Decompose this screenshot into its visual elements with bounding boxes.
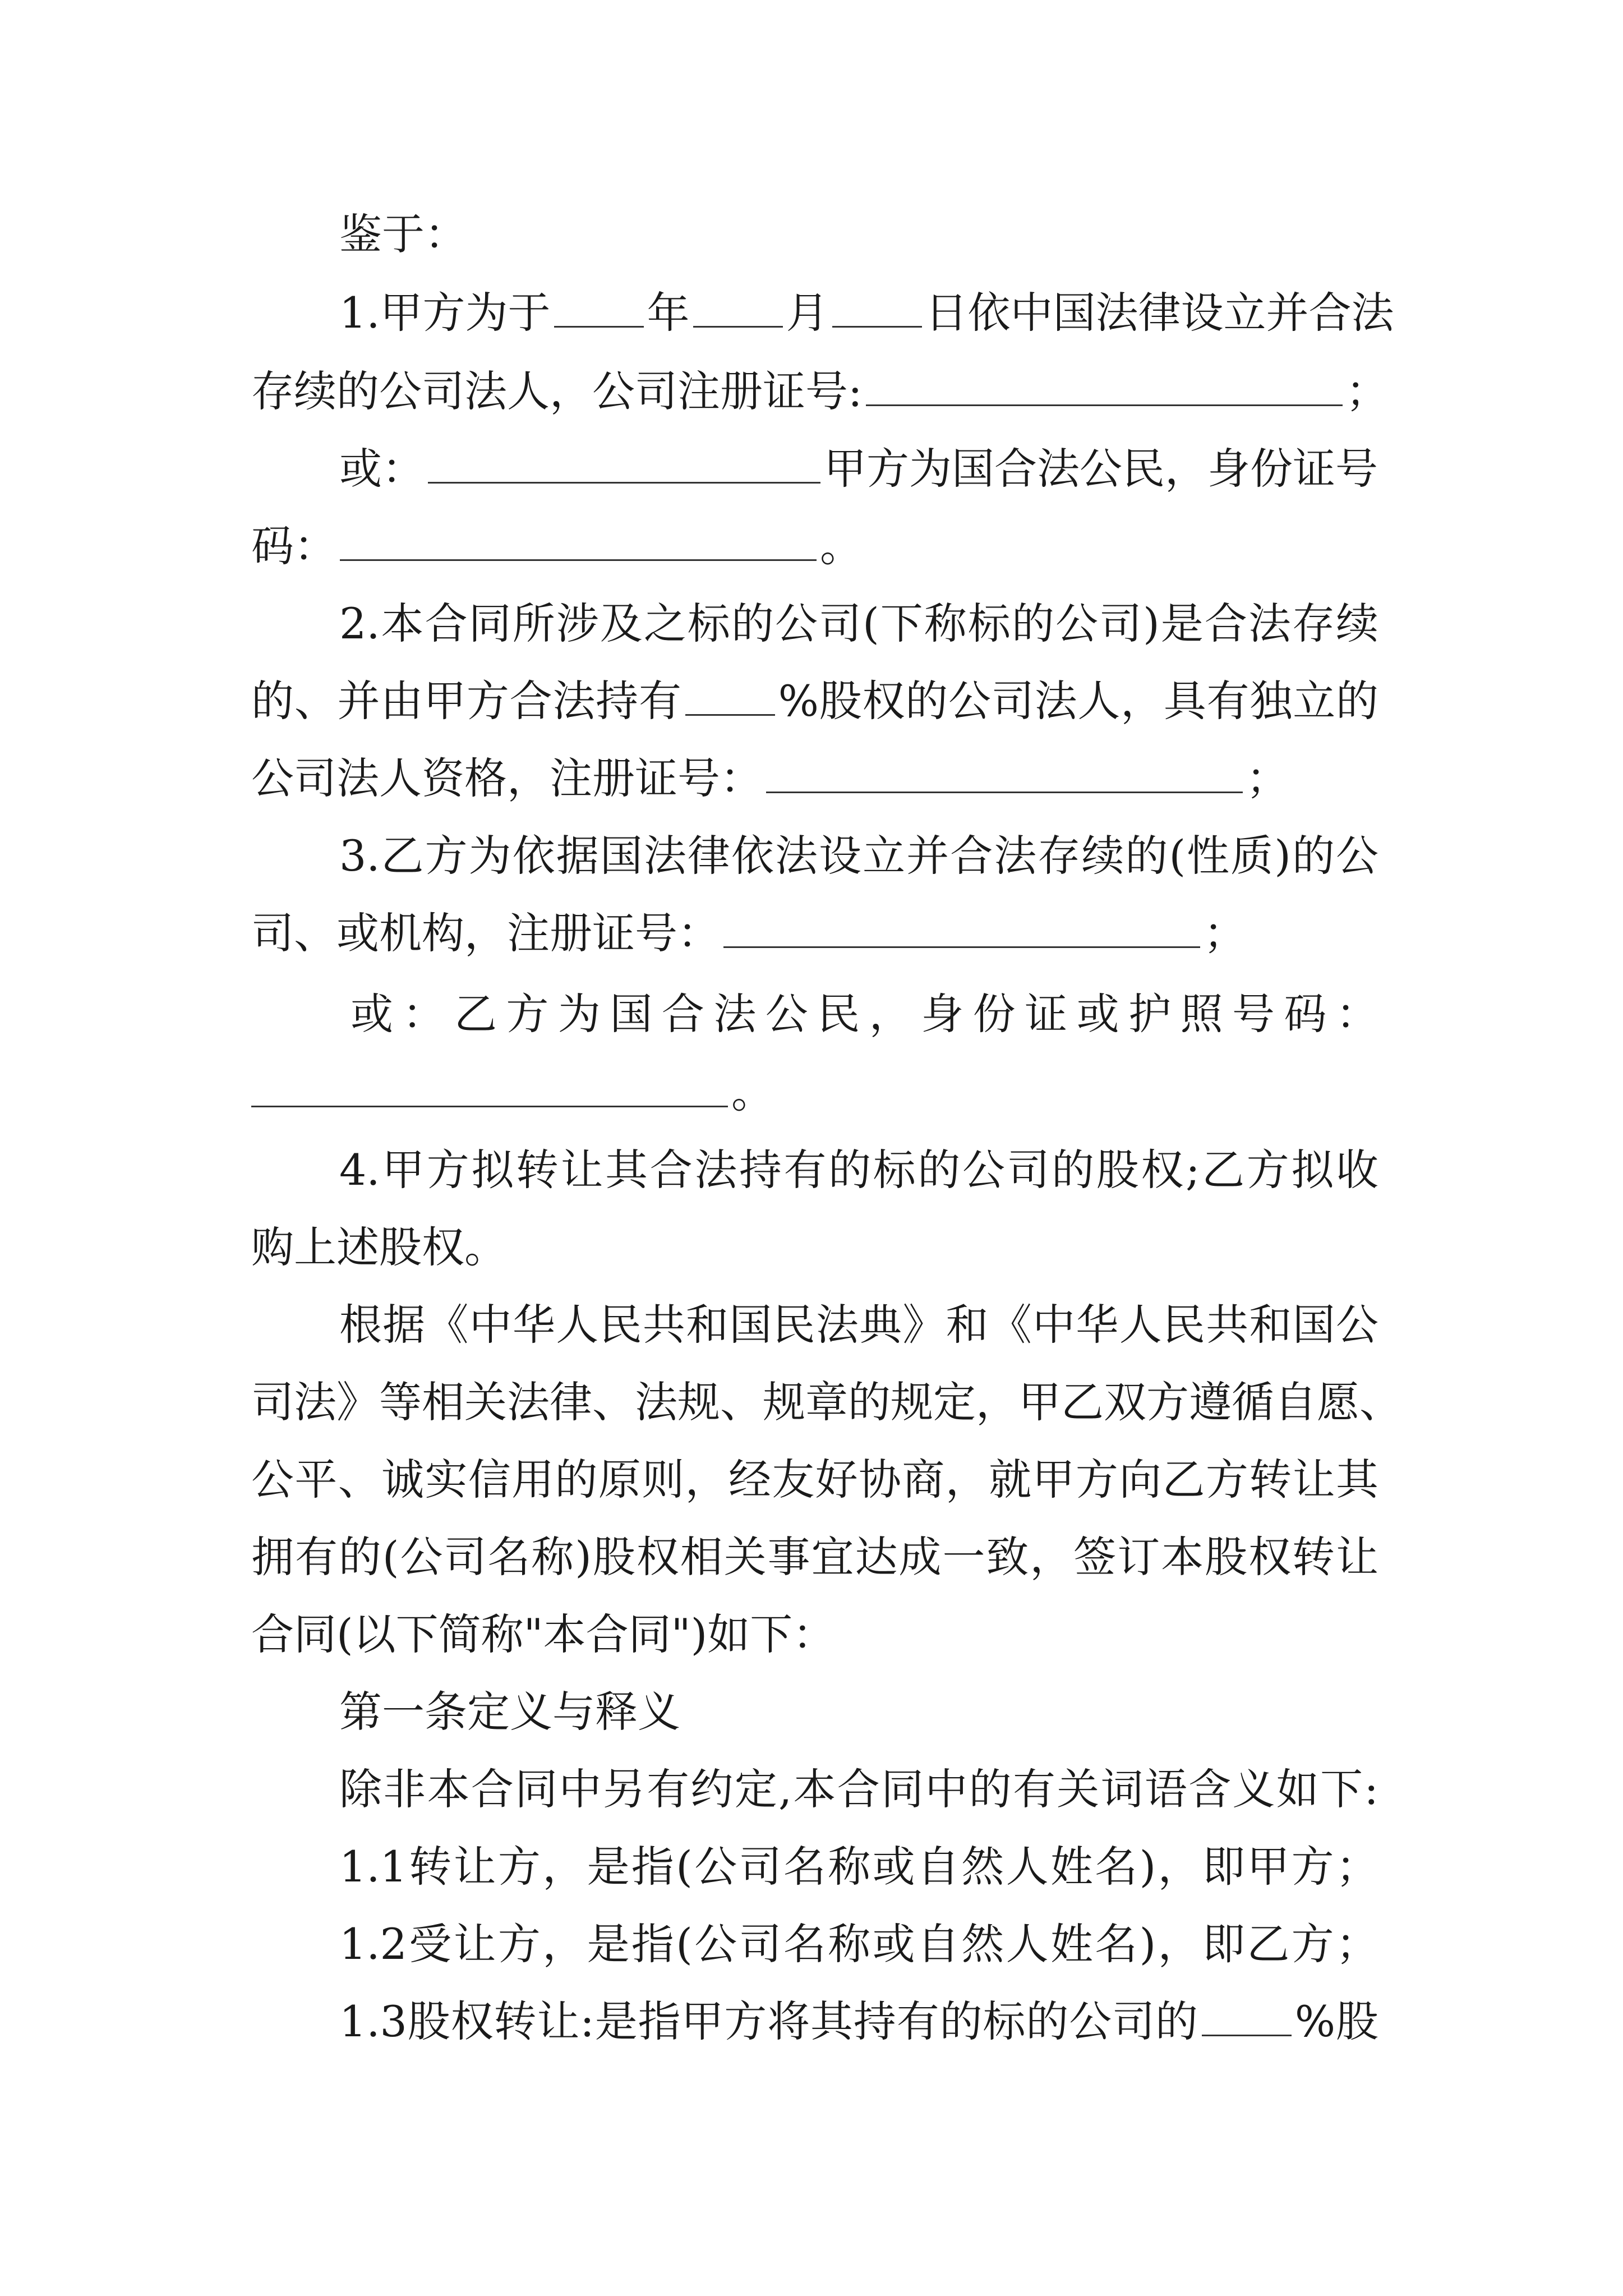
recitals-heading: 鉴于： [339,209,467,259]
paragraph-line: 2.本合同所涉及之标的公司(下称标的公司)是合法存续 [339,599,1378,648]
fill-blank-transfer-percent[interactable] [1202,1999,1292,2036]
fill-blank-party-b-registration[interactable] [723,910,1200,948]
text-segment: 司、或机构，注册证号： [251,908,720,958]
article-heading: 第一条定义与释义 [339,1687,680,1737]
paragraph-line: 3.乙方为依据国法律依法设立并合法存续的(性质)的公 [339,831,1378,881]
fill-blank-id-number[interactable] [340,523,817,561]
text-segment: 1.3股权转让:是指甲方将其持有的标的公司的 [339,1996,1198,2046]
fill-blank-day[interactable] [832,290,922,328]
text-segment: 公司法人资格，注册证号： [251,753,763,803]
text-segment: 甲方为国合法公民，身份证号 [824,444,1378,494]
paragraph-line [251,364,1389,420]
text-segment: 。 [820,521,863,571]
paragraph-line [251,518,1378,574]
text-segment: 的、并由甲方合法持有 [251,676,682,726]
paragraph-line [339,441,1378,497]
fill-blank-year[interactable] [554,290,644,328]
fill-blank-month[interactable] [693,290,783,328]
fill-blank-party-a-name[interactable] [428,446,820,484]
paragraph-line: 司法》等相关法律、法规、规章的规定，甲乙双方遵循自愿、 [251,1377,1402,1427]
paragraph-line: 公平、诚实信用的原则，经友好协商，就甲方向乙方转让其 [251,1455,1378,1504]
definition-item: 1.1转让方，是指(公司名称或自然人姓名)，即甲方； [339,1842,1378,1892]
fill-blank-passport-number[interactable] [251,1070,728,1107]
text-segment: %股权的公司法人，具有独立的 [778,676,1378,726]
text-segment: ； [1246,753,1289,803]
paragraph-line: 拥有的(公司名称)股权相关事宜达成一致，签订本股权转让 [251,1532,1378,1582]
text-segment: ； [1345,366,1389,416]
fill-blank-share-percent[interactable] [685,678,775,716]
text-segment: 。 [731,1068,774,1117]
paragraph-line [251,1065,1378,1121]
paragraph-line [251,673,1378,729]
definition-item [339,1994,1378,2050]
fill-blank-registration-number[interactable] [866,369,1343,406]
text-segment: 码： [251,521,336,571]
paragraph-line: 4.甲方拟转让其合法持有的标的公司的股权;乙方拟收 [339,1145,1378,1195]
text-segment: %股 [1294,1996,1378,2046]
text-segment: 存续的公司法人，公司注册证号: [251,366,863,416]
paragraph-line [251,751,1378,807]
paragraph-line [251,905,1378,961]
text-segment: ； [1204,908,1246,958]
paragraph-line: 或：乙方为国合法公民，身份证或护照号码： [351,989,1378,1039]
text-segment: 日依中国法律设立并合法 [925,288,1394,338]
text-segment: 1.甲方为于 [339,288,551,338]
paragraph-line: 根据《中华人民共和国民法典》和《中华人民共和国公 [339,1300,1378,1350]
definition-item: 1.2受让方，是指(公司名称或自然人姓名)，即乙方； [339,1919,1378,1969]
paragraph-line [339,285,1394,341]
fill-blank-target-registration[interactable] [766,756,1243,793]
text-segment: 或： [339,444,425,494]
paragraph-line: 除非本合同中另有约定,本合同中的有关词语含义如下: [339,1764,1378,1814]
text-segment: 月 [786,288,829,338]
text-segment: 年 [647,288,690,338]
paragraph-line: 购上述股权。 [251,1222,507,1272]
paragraph-line: 合同(以下简称"本合同")如下： [251,1609,836,1659]
